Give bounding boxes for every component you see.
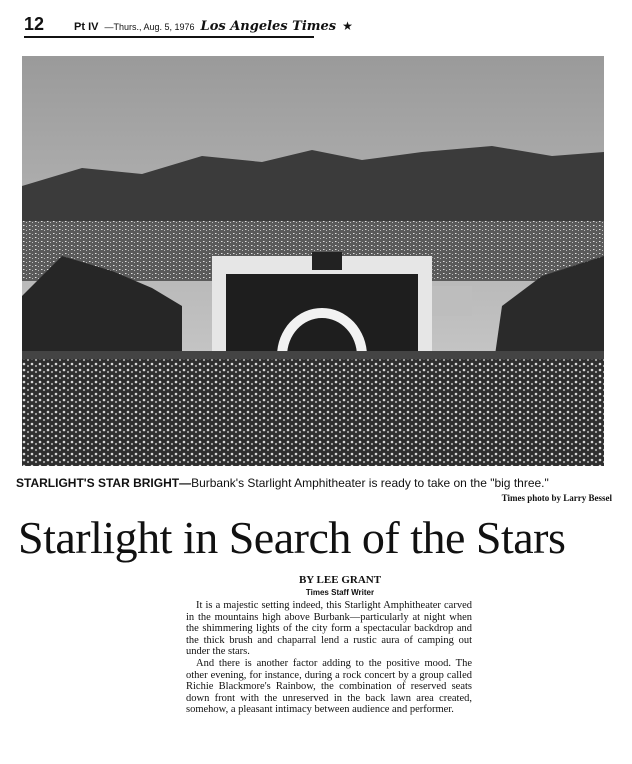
masthead: Los Angeles Times <box>200 19 337 34</box>
article-paragraph: It is a majestic setting indeed, this Starlight Amphitheater carved in the mountains high above Burbank—particularly at night when the shimmering lights of the city form a spectacular backdrop and the thick brush and chaparral lend a rustic aura of camping out under the stars. <box>186 600 472 658</box>
article-headline: Starlight in Search of the Stars <box>18 512 566 563</box>
section-label: Pt IV <box>74 21 99 33</box>
star-icon: ★ <box>342 19 353 33</box>
caption-lead: STARLIGHT'S STAR BRIGHT— <box>16 476 192 490</box>
byline: BY LEE GRANT <box>298 574 382 586</box>
article-paragraph: And there is another factor adding to the positive mood. The other evening, for instance, during a rock concert by a group called Richie Blackmore's Rainbow, the combination of reserved seats down front with the unreserved in the back lawn area created, somehow, a pleasant intimacy between audience and performer. <box>186 657 472 716</box>
page-number: 12 <box>24 14 45 34</box>
article-body <box>186 600 472 716</box>
photo-credit: Times photo by Larry Bessel <box>501 493 612 503</box>
byline-role: Times Staff Writer <box>305 588 375 597</box>
photo-caption <box>16 476 616 490</box>
dateline: —Thurs., Aug. 5, 1976 <box>104 22 195 32</box>
amphitheater-photo <box>22 56 604 466</box>
caption-text: Burbank's Starlight Amphitheater is ready to take on the "big three." <box>191 476 549 490</box>
page-header <box>24 14 353 38</box>
